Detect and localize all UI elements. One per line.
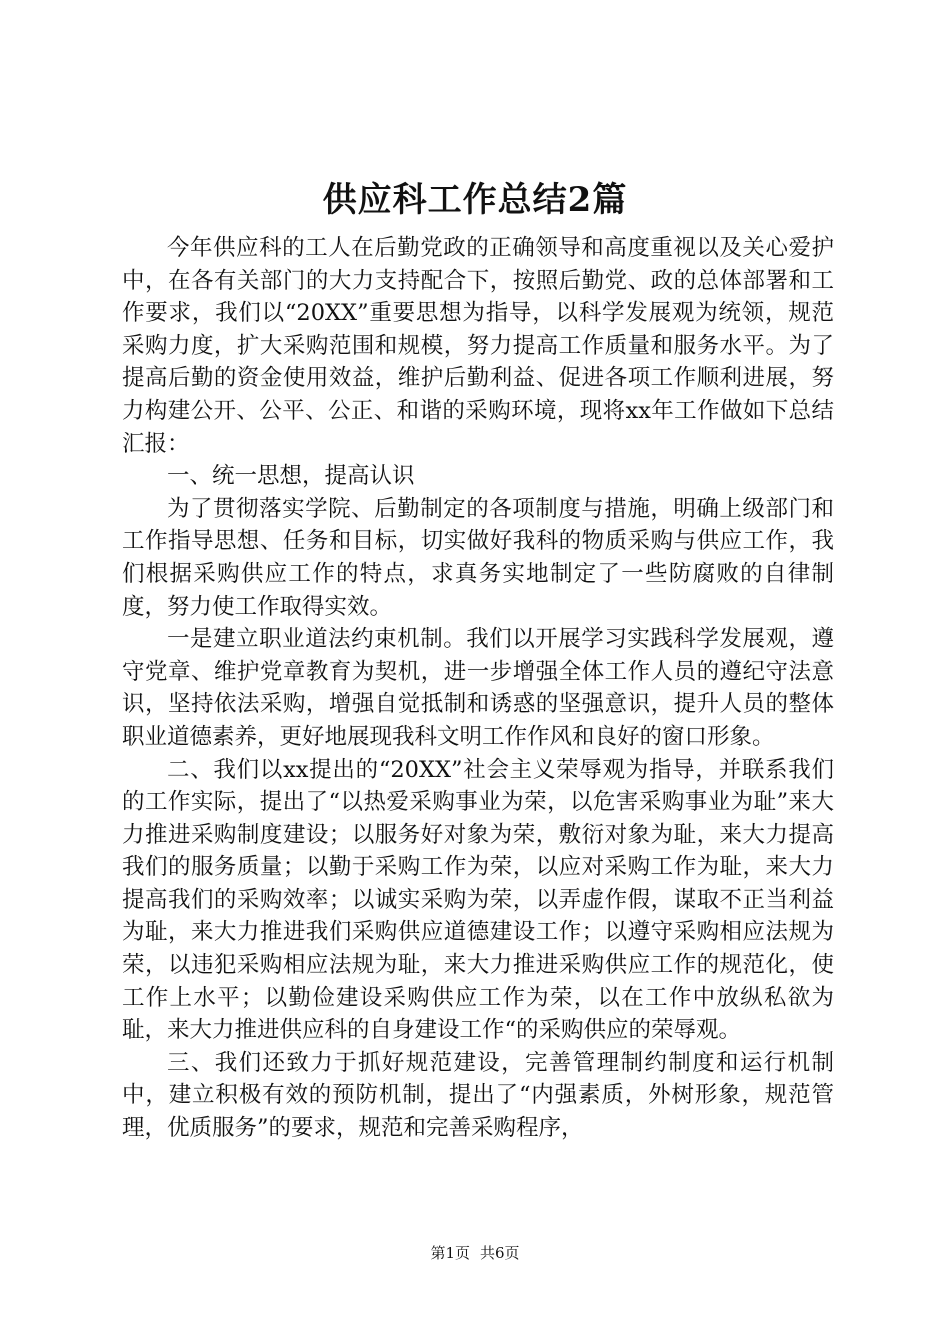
paragraph-section-1: 为了贯彻落实学院、后勤制定的各项制度与措施，明确上级部门和工作指导思想、任务和目标，切实做好我科的物质采购与供应工作，我们根据采购供应工作的特点，求真务实地制定了一些防腐败的自律制度，努力使工作取得实效。 [122, 495, 834, 620]
page-footer [0, 1243, 950, 1263]
page-total: 共6页 [480, 1244, 520, 1262]
document-body [122, 232, 834, 1145]
paragraph-section-2: 二、我们以xx提出的“20XX”社会主义荣辱观为指导，并联系我们的工作实际，提出了“以热爱采购事业为荣，以危害采购事业为耻”来大力推进采购制度建设；以服务好对象为荣，敷衍对象为耻，来大力提高我们的服务质量；以勤于采购工作为荣，以应对采购工作为耻，来大力提高我们的采购效率；以诚实采购为荣，以弄虚作假，谋取不正当利益为耻，来大力推进我们采购供应道德建设工作；以遵守采购相应法规为荣，以违犯采购相应法规为耻，来大力推进采购供应工作的规范化，使工作上水平；以勤俭建设采购供应工作为荣，以在工作中放纵私欲为耻，来大力推进供应科的自身建设工作“的采购供应的荣辱观。 [122, 756, 834, 1044]
section-heading-1: 一、统一思想，提高认识 [167, 463, 415, 490]
paragraph-intro: 今年供应科的工人在后勤党政的正确领导和高度重视以及关心爱护中，在各有关部门的大力支持配合下，按照后勤党、政的总体部署和工作要求，我们以“20XX”重要思想为指导，以科学发展观为统领，规范采购力度，扩大采购范围和规模，努力提高工作质量和服务水平。为了提高后勤的资金使用效益，维护后勤利益、促进各项工作顺利进展，努力构建公开、公平、公正、和谐的采购环境，现将xx年工作做如下总结汇报： [122, 235, 834, 457]
paragraph-point-1: 一是建立职业道法约束机制。我们以开展学习实践科学发展观，遵守党章、维护党章教育为契机，进一步增强全体工作人员的遵纪守法意识，坚持依法采购，增强自觉抵制和诱惑的坚强意识，提升人员的整体职业道德素养，更好地展现我科文明工作作风和良好的窗口形象。 [122, 626, 834, 750]
page-number: 第1页 [430, 1244, 470, 1262]
paragraph-section-3: 三、我们还致力于抓好规范建设，完善管理制约制度和运行机制中，建立积极有效的预防机制，提出了“内强素质，外树形象，规范管理，优质服务”的要求，规范和完善采购程序， [122, 1049, 834, 1142]
document-title: 供应科工作总结2篇 [322, 180, 628, 220]
